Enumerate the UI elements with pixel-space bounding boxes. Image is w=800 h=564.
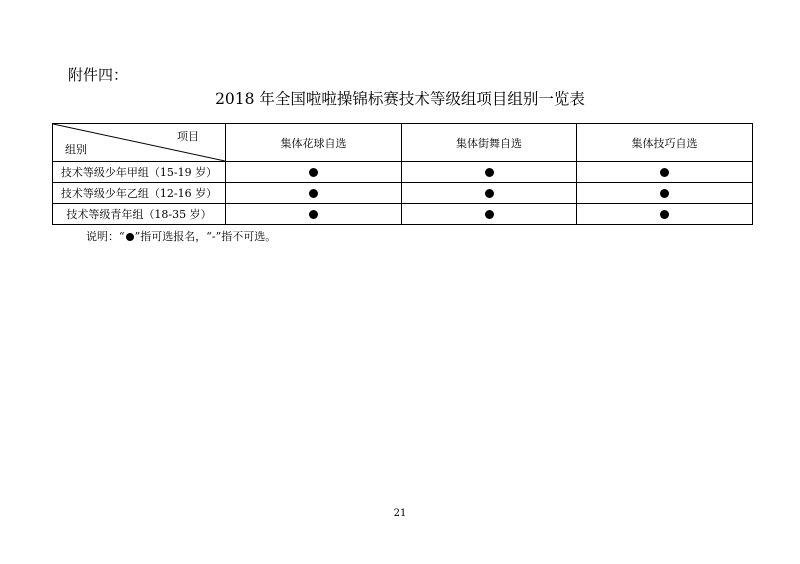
table-cell <box>226 162 402 183</box>
selectable-dot-icon <box>660 189 669 198</box>
attachment-label: 附件四： <box>68 66 129 84</box>
row-label: 技术等级青年组（18-35 岁） <box>53 204 226 225</box>
selectable-dot-icon <box>309 168 318 177</box>
table-header-row <box>53 124 753 162</box>
event-group-table <box>52 123 753 225</box>
selectable-dot-icon <box>660 210 669 219</box>
table-row <box>53 204 753 225</box>
row-label: 技术等级少年乙组（12-16 岁） <box>53 183 226 204</box>
page-number: 21 <box>393 508 407 519</box>
table-corner-cell <box>53 124 226 162</box>
table-cell <box>402 204 577 225</box>
corner-row-label: 组别 <box>65 143 87 156</box>
selectable-dot-icon <box>485 189 494 198</box>
column-header-pompom: 集体花球自选 <box>226 124 402 162</box>
note-prefix: 说明：“ <box>86 230 125 243</box>
column-header-stunts: 集体技巧自选 <box>577 124 753 162</box>
row-label: 技术等级少年甲组（15-19 岁） <box>53 162 226 183</box>
selectable-dot-icon <box>485 168 494 177</box>
selectable-dot-icon <box>485 210 494 219</box>
corner-column-label: 项目 <box>177 130 199 143</box>
table-cell <box>577 204 753 225</box>
column-header-hiphop: 集体街舞自选 <box>402 124 577 162</box>
table-cell <box>402 183 577 204</box>
selectable-dot-icon <box>309 189 318 198</box>
document-title: 2018 年全国啦啦操锦标赛技术等级组项目组别一览表 <box>215 90 585 108</box>
table-cell <box>577 162 753 183</box>
table-cell <box>226 204 402 225</box>
table-cell <box>226 183 402 204</box>
table-cell <box>402 162 577 183</box>
selectable-dot-icon <box>660 168 669 177</box>
table-row <box>53 183 753 204</box>
table-row <box>53 162 753 183</box>
table-cell <box>577 183 753 204</box>
legend-dot-icon <box>126 233 134 241</box>
note-suffix: ”指可选报名，“-”指不可选。 <box>134 230 277 243</box>
selectable-dot-icon <box>309 210 318 219</box>
legend-note <box>86 228 276 244</box>
